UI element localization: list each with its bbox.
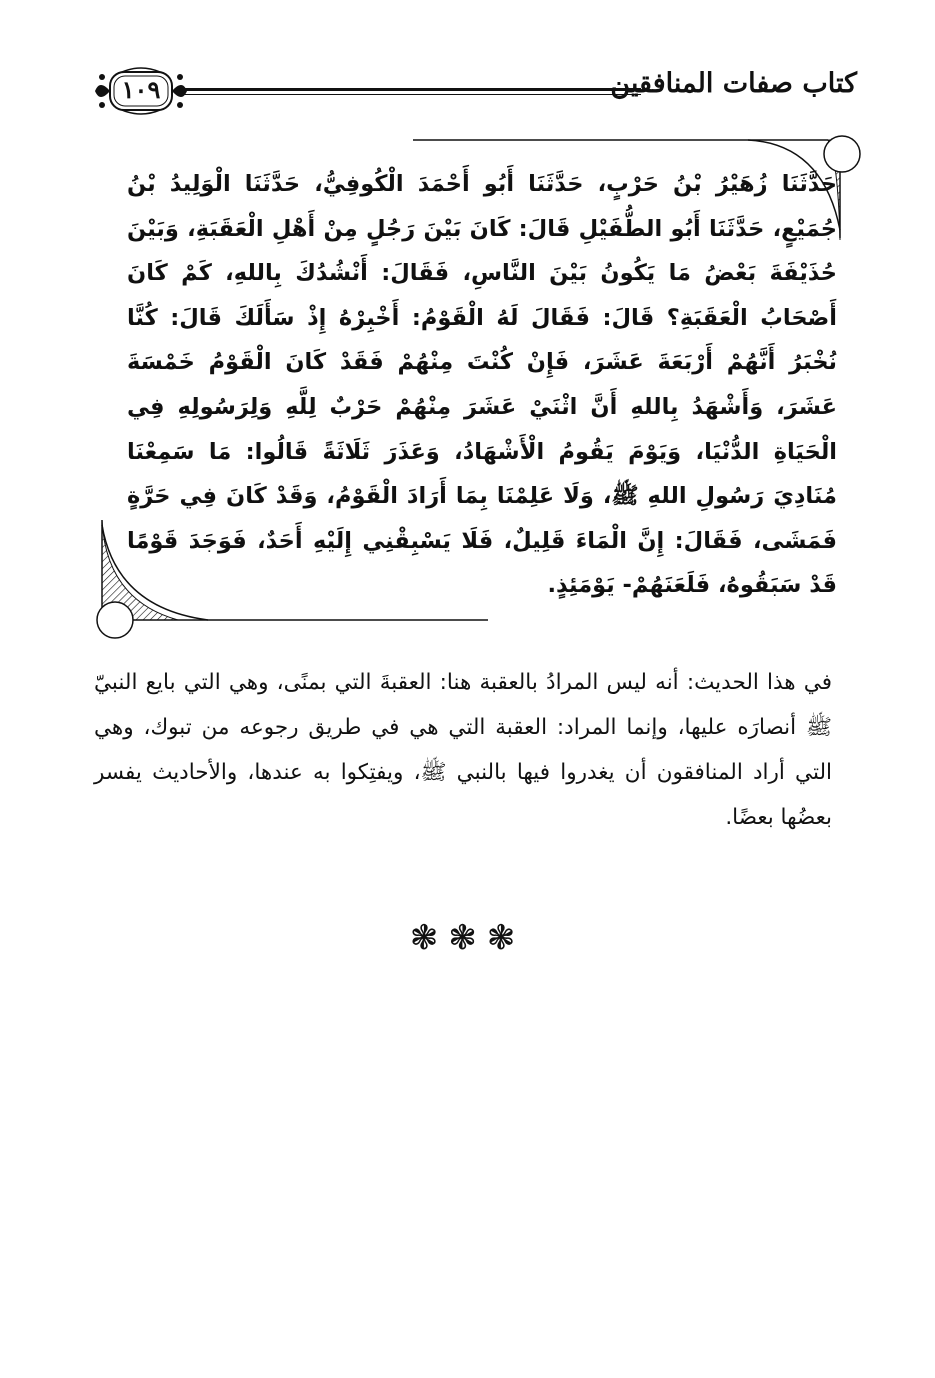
header-rule-thin: [184, 94, 641, 95]
page-number: ١٠٩: [121, 75, 161, 104]
commentary-text: في هذا الحديث: أنه ليس المرادُ بالعقبة هنا: العقبةَ التي بمنًى، وهي التي بايع النبيّ ﷺ أنصارَه عليها، وإنما المراد: العقبة التي هي في طريق رجوعه من تبوك، وهي التي أراد المنافقون أن يغدروا فيها بالنبي ﷺ، ويفتِكوا به عندها، والأحاديث يفسر بعضُها بعضًا.: [94, 670, 832, 830]
section-separator-flowers: ❃❃❃: [409, 918, 526, 958]
header-rule: [184, 88, 641, 91]
running-title: كتاب صفات المنافقين: [610, 68, 857, 99]
page-header: [92, 62, 857, 120]
hadith-text: حَدَّثَنَا زُهَيْرُ بْنُ حَرْبٍ، حَدَّثَنَا أَبُو أَحْمَدَ الْكُوفِيُّ، حَدَّثَنَا الْوَلِيدُ بْنُ جُمَيْعٍ، حَدَّثَنَا أَبُو الطُّفَيْلِ قَالَ: كَانَ بَيْنَ رَجُلٍ مِنْ أَهْلِ الْعَقَبَةِ، وَبَيْنَ حُذَيْفَةَ بَعْضُ مَا يَكُونُ بَيْنَ النَّاسِ، فَقَالَ: أَنْشُدُكَ بِاللهِ، كَمْ كَانَ أَصْحَابُ الْعَقَبَةِ؟ قَالَ: فَقَالَ لَهُ الْقَوْمُ: أَخْبِرْهُ إِذْ سَأَلَكَ قَالَ: كُنَّا نُخْبَرُ أَنَّهُمْ أَرْبَعَةَ عَشَرَ، فَإِنْ كُنْتَ مِنْهُمْ فَقَدْ كَانَ الْقَوْمُ خَمْسَةَ عَشَرَ، وَأَشْهَدُ بِاللهِ أَنَّ اثْنَيْ عَشَرَ مِنْهُمْ حَرْبٌ لِلَّهِ وَلِرَسُولِهِ فِي الْحَيَاةِ الدُّنْيَا، وَيَوْمَ يَقُومُ الْأَشْهَادُ، وَعَذَرَ ثَلَاثَةً قَالُوا: مَا سَمِعْنَا مُنَادِيَ رَسُولِ اللهِ ﷺ، وَلَا عَلِمْنَا بِمَا أَرَادَ الْقَوْمُ، وَقَدْ كَانَ فِي حَرَّةٍ فَمَشَى، فَقَالَ: إِنَّ الْمَاءَ قَلِيلٌ، فَلَا يَسْبِقْنِي إِلَيْهِ أَحَدٌ، فَوَجَدَ قَوْمًا قَدْ سَبَقُوهُ، فَلَعَنَهُمْ- يَوْمَئِذٍ.: [127, 171, 837, 599]
